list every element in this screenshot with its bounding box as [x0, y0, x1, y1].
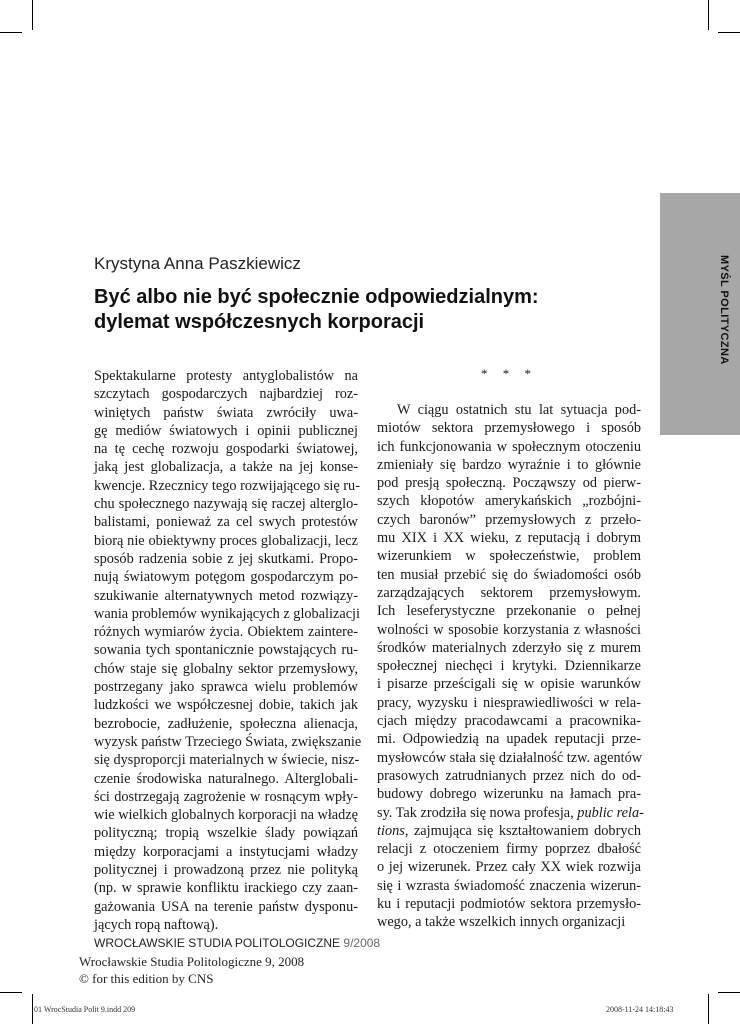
text-line: Ich leseferystyczne przekonanie o pełnej: [377, 603, 641, 620]
title-line: Być albo nie być społecznie odpowiedzialnym:: [94, 286, 539, 308]
text-line: społecznej niechęci i krytyki. Dziennikarze: [377, 658, 641, 675]
text-line: gę mediów światowych i opinii publicznej: [94, 422, 358, 439]
text-line: W ciągu ostatnich stu lat sytuacja pod-: [397, 402, 641, 418]
text-line: środków materialnych zderzyło się z murem: [377, 639, 641, 656]
article-title: [94, 285, 614, 335]
text-line: nują światowym potęgom gospodarczym po-: [94, 569, 358, 586]
text-line: sy. Tak zrodziła się nowa profesja, public rela-: [377, 804, 644, 821]
text-line: sposób radzenia sobie z jej skutkami. Propo-: [94, 550, 358, 567]
text-line: i pisarze prześcigali się w opisie warunków: [377, 676, 641, 693]
text-line: wolności w sposobie korzystania z własności: [377, 621, 641, 638]
copyright-block: [79, 953, 304, 987]
text-line: chów staje się globalny sektor przemysłowy,: [94, 660, 358, 677]
journal-footer: [94, 936, 380, 950]
text-line: wie wielkich globalnych korporacji na władzę: [94, 807, 358, 824]
text-line: miotów sektora przemysłowego i sposób: [377, 420, 641, 437]
text-line: Spektakularne protesty antyglobalistów na: [94, 368, 358, 384]
text-line: biorą nie obiektywny proces globalizacji, lecz: [94, 532, 358, 549]
text-line: chu społecznego nazywają się raczej alterglo-: [94, 496, 358, 513]
left-column: [94, 367, 362, 934]
crop-mark: [0, 992, 22, 993]
text-line: pod presją społeczną. Począwszy od pierw-: [377, 475, 641, 492]
crop-mark: [718, 32, 740, 33]
text-line: jaką jest globalizacja, a także na jej konse-: [94, 459, 358, 476]
text-line: czych baronów” przemysłowych z przeło-: [377, 511, 641, 528]
section-tab: [660, 193, 740, 435]
journal-name: WROCŁAWSKIE STUDIA POLITOLOGICZNE: [94, 936, 341, 950]
text-line: balistami, ponieważ za cel swych protestów: [94, 514, 358, 531]
author-name: Krystyna Anna Paszkiewicz: [94, 254, 301, 273]
text-line: wyzysk państw Trzeciego Świata, zwiększanie: [94, 733, 362, 750]
text-line: cjach między pracodawcami a pracownika-: [377, 713, 641, 730]
text-line: mysłowców stała się działalność tzw. agentów: [377, 749, 643, 766]
print-footer-file: 01 WrocStudia Polit 9.indd 209: [34, 1005, 136, 1014]
text-line: jących ropą naftową).: [94, 916, 219, 933]
copyright-line: Wrocławskie Studia Politologiczne 9, 2008: [79, 954, 305, 969]
text-line: między korporacjami a instytucjami władzy: [94, 843, 358, 860]
text-line: prasowych zatrudnianych przez nich do od-: [377, 767, 641, 784]
text-line: wego, a także wszelkich innych organizacji: [377, 914, 626, 931]
crop-mark: [0, 32, 22, 33]
text-line: wizerunkiem w społeczeństwie, problem: [377, 548, 641, 565]
text-line: postrzegany jako sprawca wielu problemów: [94, 679, 358, 696]
text-line: politycznej i prowadzoną przez nie polityką: [94, 862, 358, 879]
text-line: zmieniały się bardzo wyraźnie i to głównie: [377, 456, 641, 473]
text-line: ich funkcjonowania w społecznym otoczeniu: [377, 438, 641, 455]
text-line: ten musiał przebić się do świadomości osób: [377, 566, 641, 583]
crop-mark: [32, 0, 33, 30]
crop-mark: [718, 992, 740, 993]
text-line: wania problemów wynikających z globalizacji: [94, 605, 360, 622]
section-tab-label: MYŚL POLITYCZNA: [718, 255, 730, 365]
text-line: sowania tych spontanicznie powstających ru-: [94, 642, 358, 659]
text-line: pracy, wyzysku i niesprawiedliwości w rela-: [377, 694, 641, 711]
text-line: budowy dobrego wizerunku na łamach pra-: [377, 786, 641, 803]
print-footer-timestamp: 2008-11-24 14:18:43: [606, 1005, 674, 1014]
right-column: [377, 401, 644, 932]
text-line: szczytach gospodarczych najbardziej roz-: [94, 386, 358, 403]
copyright-line: © for this edition by CNS: [79, 971, 214, 986]
text-line: tions, zajmująca się kształtowaniem dobrych: [377, 822, 641, 839]
text-line: zarządzających sektorem przemysłowym.: [377, 584, 641, 601]
text-line: bezrobocie, zadłużenie, społeczna alienacja,: [94, 715, 358, 732]
section-separator: * * *: [481, 366, 537, 381]
text-line: się i wzrasta świadomość znaczenia wizerun-: [377, 877, 641, 894]
text-line: mu XIX i XX wieku, z reputacją i dobrym: [377, 530, 641, 547]
text-line: polityczną; tropią wszelkie ślady powiązań: [94, 825, 358, 842]
text-line: szych kłopotów amerykańskich „rozbójni-: [377, 493, 641, 510]
text-line: (np. w sprawie konfliktu irackiego czy zaan-: [94, 880, 358, 897]
crop-mark: [708, 0, 709, 30]
text-line: ku i reputacji podmiotów sektora przemysło-: [377, 896, 641, 913]
text-line: kwencje. Rzecznicy tego rozwijającego się ru-: [94, 477, 360, 494]
text-line: różnych wymiarów życia. Obiektem zaintere-: [94, 624, 358, 641]
text-line: czenie środowiska naturalnego. Alterglobali-: [94, 770, 358, 787]
text-line: gażowania USA na terenie państw dysponu-: [94, 898, 358, 915]
text-line: winiętych państw świata zwróciły uwa-: [94, 404, 358, 421]
text-line: się dysproporcji materialnych w świecie, nisz-: [94, 752, 360, 769]
crop-mark: [708, 994, 709, 1024]
text-line: ludzkości we współczesnej dobie, takich jak: [94, 697, 358, 714]
text-line: mi. Odpowiedzią na upadek reputacji prze-: [377, 731, 641, 748]
crop-mark: [32, 994, 33, 1024]
text-line: szukiwanie alternatywnych metod rozwiązy-: [94, 587, 358, 604]
journal-issue: 9/2008: [343, 936, 381, 950]
text-line: relacji z otoczeniem firmy poprzez dbałość: [377, 841, 641, 858]
title-line: dylemat współczesnych korporacji: [94, 311, 425, 333]
text-line: ści dostrzegają zagrożenie w rosnącym wpły-: [94, 788, 358, 805]
text-line: o jej wizerunek. Przez cały XX wiek rozwija: [377, 859, 641, 876]
text-line: na tę cechę rozwoju gospodarki światowej,: [94, 441, 358, 458]
